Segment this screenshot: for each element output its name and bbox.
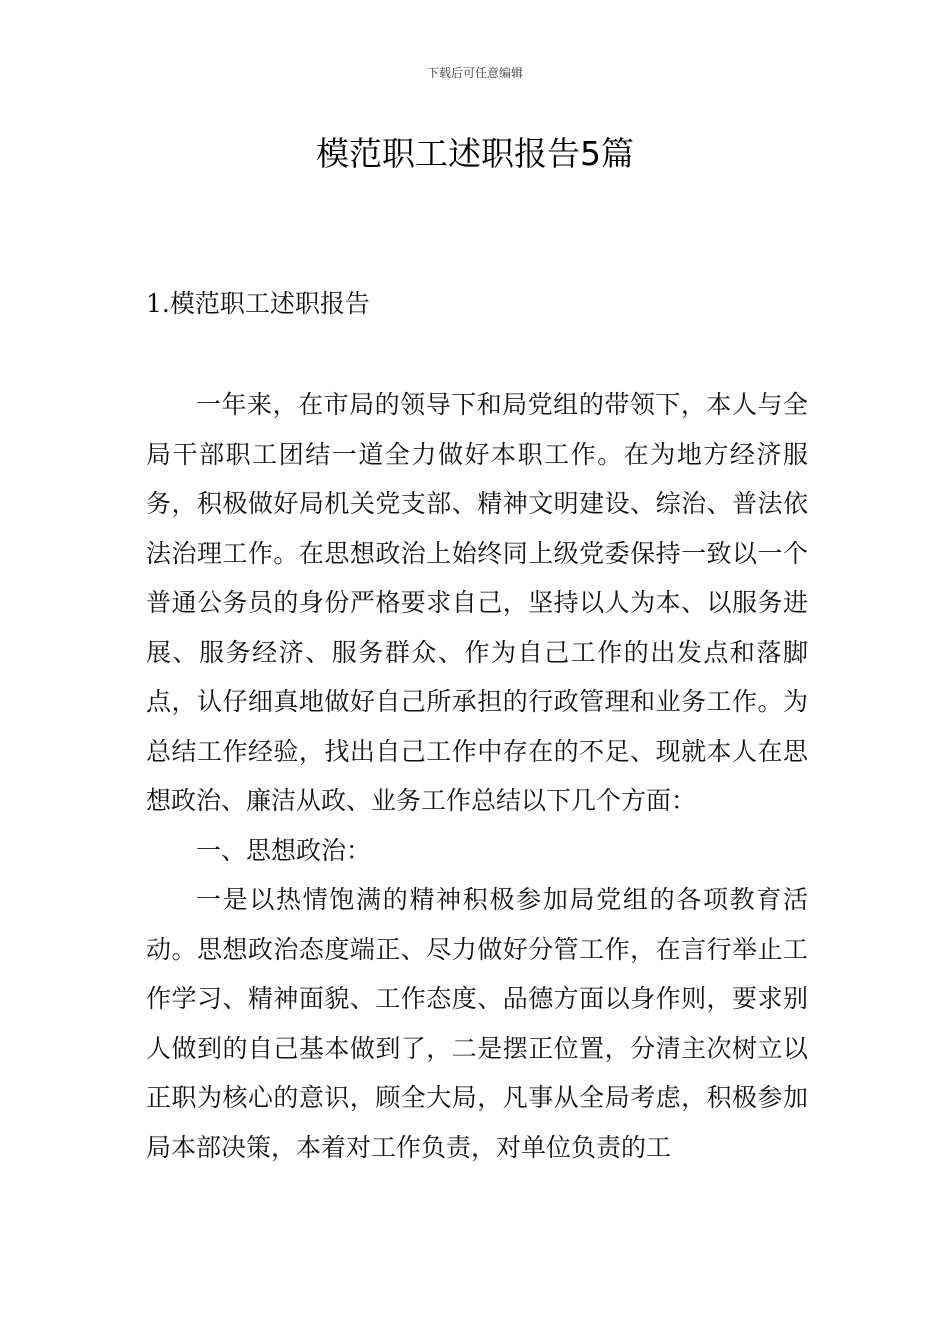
page-header-note: 下载后可任意编辑 bbox=[426, 66, 523, 80]
subsection-heading-ideology: 一、思想政治： bbox=[196, 835, 372, 865]
body-paragraph-2: 一是以热情饱满的精神积极参加局党组的各项教育活动。思想政治态度端正、尽力做好分管工作，在言行举止工作学习、精神面貌、工作态度、品德方面以身作则，要求别人做到的自己基本做到了，二是摆正位置，分清主次树立以正职为核心的意识，顾全大局，凡事从全局考虑，积极参加局本部决策，本着对工作负责，对单位负责的工 bbox=[146, 885, 808, 1162]
body-paragraph-1: 一年来，在市局的领导下和局党组的带领下，本人与全局干部职工团结一道全力做好本职工作。在为地方经济服务，积极做好局机关党支部、精神文明建设、综治、普法依法治理工作。在思想政治上始终同上级党委保持一致以一个普通公务员的身份严格要求自己，坚持以人为本、以服务进展、服务经济、服务群众、作为自己工作的出发点和落脚点，认仔细真地做好自己所承担的行政管理和业务工作。为总结工作经验，找出自己工作中存在的不足、现就本人在思想政治、廉洁从政、业务工作总结以下几个方面： bbox=[146, 390, 808, 815]
document-title: 模范职工述职报告5篇 bbox=[316, 134, 634, 173]
document-body bbox=[146, 380, 808, 1172]
section-heading: 1.模范职工述职报告 bbox=[146, 289, 370, 318]
